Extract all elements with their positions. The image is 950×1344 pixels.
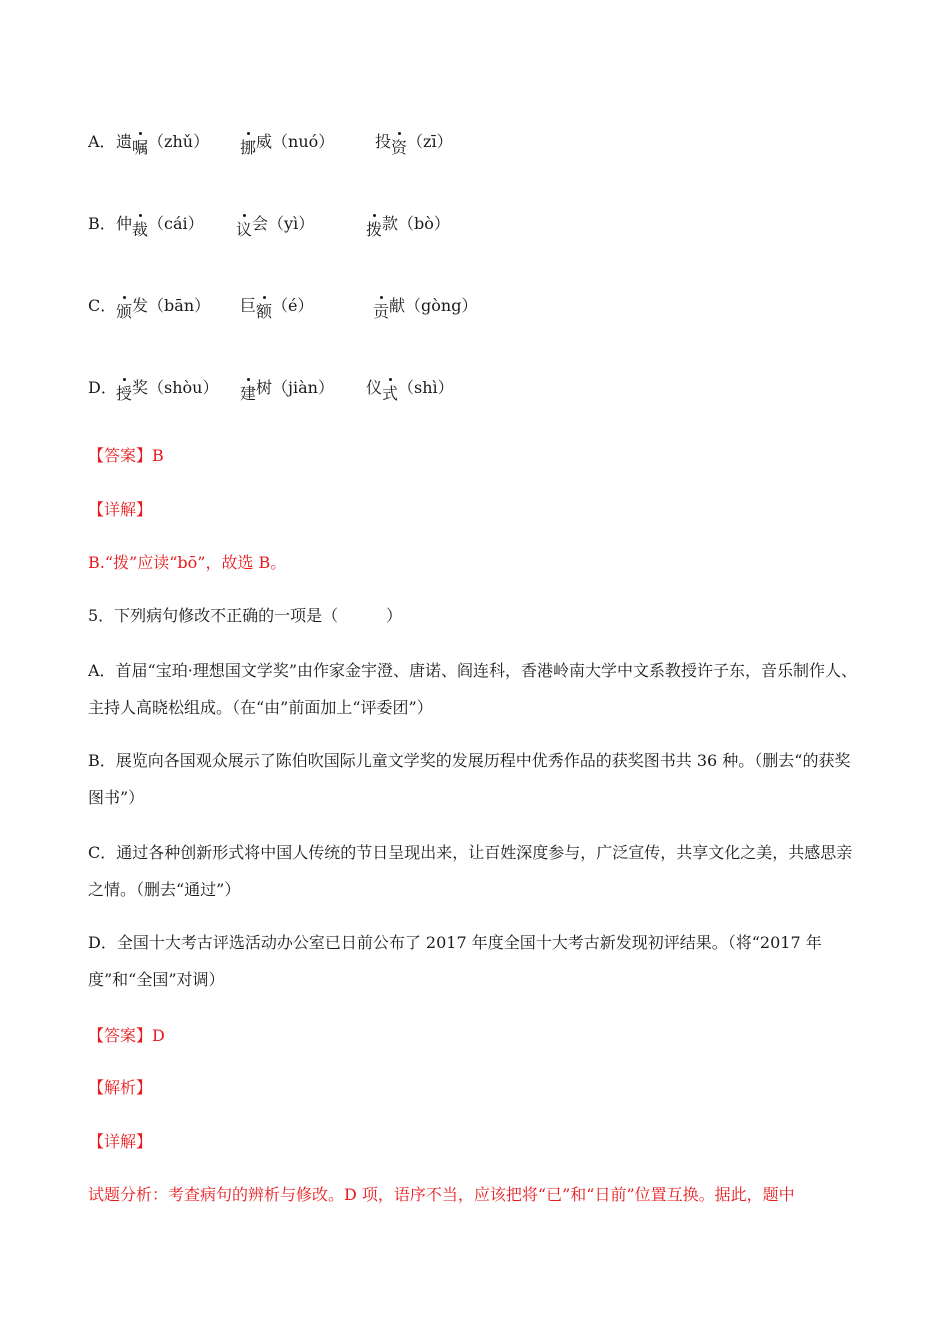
pinyin: （jiàn） [272, 378, 334, 397]
pinyin: （zhǔ） [148, 132, 210, 151]
q5-analysis-label: 【解析】 [88, 1078, 153, 1097]
option-letter: A． [88, 132, 116, 151]
dotted-character: 议 [236, 220, 253, 239]
word-item: 仪式（shì） [366, 378, 454, 403]
q5-option-d: D．全国十大考古评选活动办公室已日前公布了 2017 年度全国十大考古新发现初评结果。（将“2017 年度”和“全国”对调） [88, 933, 822, 989]
q4-detail-label: 【详解】 [88, 500, 153, 519]
q5-stem: 5．下列病句修改不正确的一项是（ ） [88, 606, 403, 625]
dotted-character: 式 [382, 384, 399, 403]
dotted-character: 颁 [116, 302, 133, 321]
option-row-b [88, 214, 116, 234]
q5-option-b: B．展览向各国观众展示了陈伯吹国际儿童文学奖的发展历程中优秀作品的获奖图书共 36 种。（删去“的获奖图书”） [88, 751, 851, 807]
word-item: 拨款（bò） [366, 214, 450, 239]
word-item: 巨额（é） [240, 296, 314, 321]
q5-detail-text: 试题分析：考查病句的辨析与修改。D 项，语序不当，应该把将“已”和“日前”位置互换。据此，题中 [88, 1185, 795, 1204]
dotted-character: 建 [240, 384, 257, 403]
word-item: 仲裁（cái） [116, 214, 204, 239]
q5-option-a: A．首届“宝珀·理想国文学奖”由作家金宇澄、唐诺、阎连科，香港岭南大学中文系教授许子东，音乐制作人、主持人高晓松组成。（在“由”前面加上“评委团”） [88, 661, 858, 717]
pinyin: （yì） [268, 214, 315, 233]
word-item: 议会（yì） [236, 214, 315, 239]
q4-detail-text: B.“拨”应读“bō”，故选 B。 [88, 553, 287, 572]
dotted-character: 裁 [132, 220, 149, 239]
pinyin: （é） [272, 296, 314, 315]
dotted-character: 授 [116, 384, 133, 403]
option-letter: C． [88, 296, 117, 315]
pinyin: （shì） [398, 378, 454, 397]
q5-option-c: C．通过各种创新形式将中国人传统的节日呈现出来，让百姓深度参与，广泛宣传，共享文化之美，共感思亲之情。（删去“通过”） [88, 843, 853, 899]
dotted-character: 挪 [240, 138, 257, 157]
pinyin: （nuó） [272, 132, 335, 151]
pinyin: （cái） [148, 214, 204, 233]
option-row-d [88, 378, 117, 398]
dotted-character: 贡 [373, 302, 390, 321]
option-letter: B． [88, 214, 116, 233]
q4-answer: 【答案】B [88, 446, 164, 465]
q5-answer: 【答案】D [88, 1026, 165, 1045]
word-item: 贡献（gòng） [373, 296, 478, 321]
option-row-a [88, 132, 116, 152]
dotted-character: 额 [256, 302, 273, 321]
q5-detail-label: 【详解】 [88, 1132, 153, 1151]
dotted-character: 拨 [366, 220, 383, 239]
pinyin: （bān） [148, 296, 211, 315]
word-item: 颁发（bān） [116, 296, 211, 321]
word-item: 建树（jiàn） [240, 378, 334, 403]
pinyin: （shòu） [148, 378, 219, 397]
word-item: 挪威（nuó） [240, 132, 335, 157]
option-letter: D． [88, 378, 117, 397]
word-item: 遗嘱（zhǔ） [116, 132, 210, 157]
dotted-character: 嘱 [132, 138, 149, 157]
pinyin: （gòng） [405, 296, 478, 315]
pinyin: （bò） [398, 214, 450, 233]
pinyin: （zī） [407, 132, 453, 151]
option-row-c [88, 296, 116, 316]
word-item: 投资（zī） [375, 132, 453, 157]
dotted-character: 资 [391, 138, 408, 157]
word-item: 授奖（shòu） [116, 378, 219, 403]
